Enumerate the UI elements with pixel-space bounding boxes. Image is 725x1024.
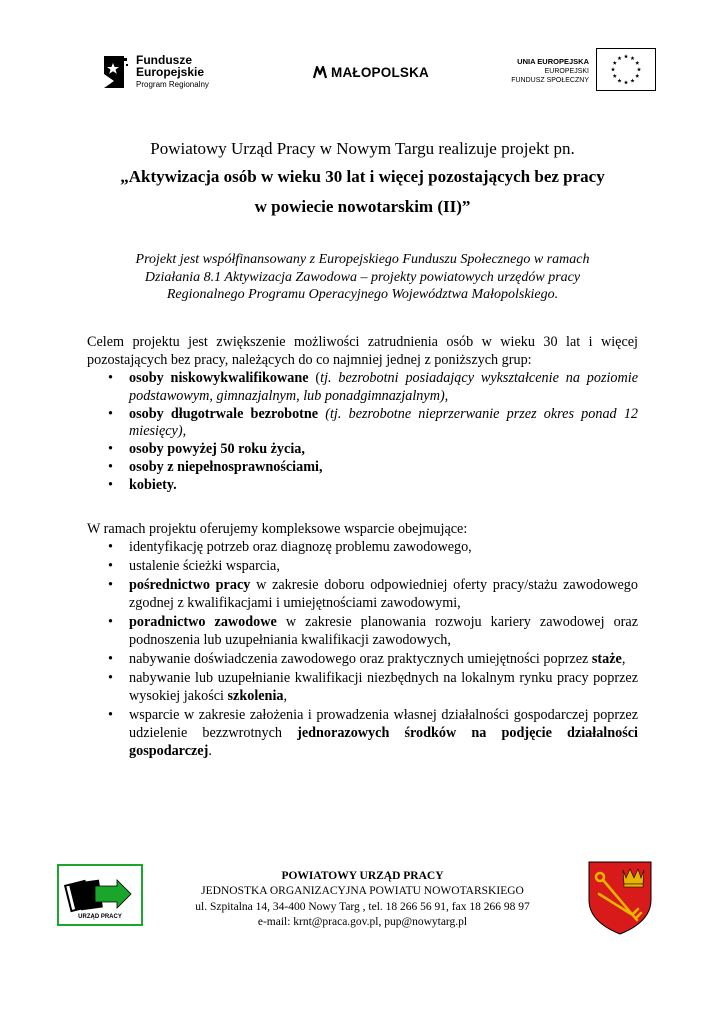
eu-stars-icon [597, 49, 655, 90]
eu-star-icon [624, 80, 628, 84]
target-groups-list [87, 370, 638, 495]
eu-star-icon [635, 61, 639, 65]
fe-line2: Europejskie [136, 65, 205, 79]
eu-star-icon [613, 74, 617, 78]
footer-address: ul. Szpitalna 14, 34-400 Nowy Targ , tel. 18 266 56 91, fax 18 266 98 97 [195, 900, 530, 913]
ue-line1: UNIA EUROPEJSKA [517, 57, 589, 66]
cofinancing-note [0, 251, 725, 304]
list-item: • nabywanie lub uzupełnianie kwalifikacji niezbędnych na lokalnym rynku pracy poprzez wysokiej jakości szkolenia, [87, 670, 638, 706]
pup-badge-label: URZĄD PRACY [78, 914, 122, 920]
list-item: • osoby niskowykwalifikowane (tj. bezrobotni posiadający wykształcenie na poziomie podstawowym, gimnazjalnym, lub ponadgimnazjalnym), [87, 370, 638, 406]
list-item: • identyfikację potrzeb oraz diagnozę problemu zawodowego, [87, 539, 638, 557]
eu-star-icon [613, 61, 617, 65]
eu-star-icon [617, 56, 621, 60]
crest-shield-icon [585, 856, 655, 936]
job-office-arrow-icon [59, 866, 141, 924]
list-item: • kobiety. [87, 477, 638, 495]
list-item: • wsparcie w zakresie założenia i prowadzenia własnej działalności gospodarczej poprzez udzielenie bezzwrotnych jednorazowych środków na podjęcie działalności gospodarczej. [87, 707, 638, 760]
malopolska-name: MAŁOPOLSKA [331, 64, 429, 80]
support-paragraph: W ramach projektu oferujemy kompleksowe wsparcie obejmujące: [87, 521, 468, 537]
eu-funds-star-icon [100, 54, 132, 94]
footer-office-name: POWIATOWY URZĄD PRACY [281, 870, 444, 882]
eu-star-icon [624, 54, 628, 58]
project-title-line2: w powiecie nowotarskim (II)” [254, 197, 471, 216]
list-item: • osoby długotrwale bezrobotne (tj. bezrobotne nieprzerwanie przez okres ponad 12 miesięcy), [87, 406, 638, 442]
list-item: • pośrednictwo pracy w zakresie doboru odpowiedniej oferty pracy/stażu zawodowego zgodnej z kwalifikacjami i umiejętnościami zawodowymi, [87, 577, 638, 613]
eu-star-icon [630, 56, 634, 60]
eu-logo [500, 48, 656, 92]
fundusze-europejskie-logo [100, 52, 230, 94]
eu-star-icon [635, 74, 639, 78]
list-item: • poradnictwo zawodowe w zakresie planowania rozwoju kariery zawodowej oraz podnoszenia lub uzupełniania kwalifikacji zawodowych, [87, 614, 638, 650]
eu-star-icon [630, 79, 634, 83]
support-list [87, 539, 638, 762]
fe-line3: Program Regionalny [136, 80, 209, 89]
footer-contact [160, 869, 565, 931]
footer-unit: JEDNOSTKA ORGANIZACYJNA POWIATU NOWOTARSKIEGO [201, 885, 524, 898]
cofin-line2: Działania 8.1 Aktywizacja Zawodowa – projekty powiatowych urzędów pracy [144, 269, 581, 285]
list-item: • ustalenie ścieżki wsparcia, [87, 558, 638, 576]
list-item: • nabywanie doświadczenia zawodowego oraz praktycznych umiejętności poprzez staże, [87, 651, 638, 669]
ue-line3: FUNDUSZ SPOŁECZNY [511, 77, 589, 84]
county-crest [585, 856, 655, 936]
eu-star-icon [637, 67, 641, 71]
eu-star-icon [617, 79, 621, 83]
list-item: • osoby powyżej 50 roku życia, [87, 441, 638, 459]
eu-flag-icon [596, 48, 656, 91]
ue-line2: EUROPEJSKI [544, 67, 589, 75]
fe-line1: Fundusze [136, 53, 192, 67]
footer-email: e-mail: krnt@praca.gov.pl, pup@nowytarg.pl [257, 916, 468, 929]
intro-text: Powiatowy Urząd Pracy w Nowym Targu realizuje projekt pn. [150, 139, 575, 158]
urzad-pracy-logo [57, 864, 143, 926]
cofin-line1: Projekt jest współfinansowany z Europejskiego Funduszu Społecznego w ramach [135, 252, 590, 267]
cofin-line3: Regionalnego Programu Operacyjnego Województwa Małopolskiego. [166, 287, 559, 302]
project-title-line1: „Aktywizacja osób w wieku 30 lat i więcej pozostających bez pracy [120, 167, 605, 186]
malopolska-logo [313, 62, 429, 82]
eu-star-icon [611, 67, 615, 71]
malopolska-mark-icon [313, 65, 327, 79]
goal-paragraph: Celem projektu jest zwiększenie możliwości zatrudnienia osób w wieku 30 lat i więcej pozostających bez pracy, należących do co najmniej jednej z poniższych grup: [87, 334, 638, 368]
list-item: • osoby z niepełnosprawnościami, [87, 459, 638, 477]
